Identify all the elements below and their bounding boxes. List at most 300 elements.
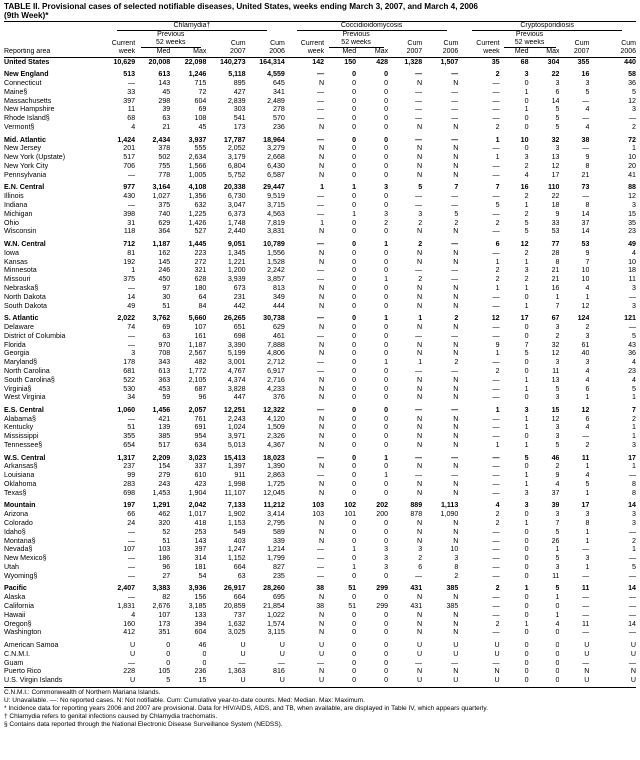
value-cell: 0	[524, 658, 529, 667]
reporting-area-cell: Arizona	[4, 510, 29, 519]
value-cell: 1	[555, 593, 560, 602]
value-cell: N	[318, 144, 325, 153]
value-cell: 108	[194, 114, 207, 123]
value-cell: 3	[524, 405, 529, 414]
value-cell: —	[492, 462, 500, 471]
value-cell: 5	[632, 87, 636, 96]
value-cell: 0	[352, 358, 357, 367]
value-cell: 10,629	[113, 57, 136, 66]
value-cell: 18	[551, 200, 560, 209]
value-cell: —	[451, 366, 459, 375]
value-cell: 0	[384, 366, 389, 375]
region-row	[4, 584, 636, 593]
value-cell: 628	[194, 275, 207, 284]
value-cell: 16	[581, 70, 590, 79]
value-cell: —	[451, 471, 459, 480]
value-cell: 4	[524, 170, 529, 179]
footnotes	[4, 687, 636, 729]
value-cell: 272	[194, 257, 207, 266]
reporting-area-cell: United States	[4, 57, 50, 66]
value-cell: 9	[585, 248, 590, 257]
value-cell: 5	[555, 441, 560, 450]
value-cell: 6	[418, 563, 423, 572]
reporting-area-cell: Arkansas§	[4, 462, 38, 471]
value-cell: 1	[524, 384, 529, 393]
value-cell: 82	[162, 593, 171, 602]
value-cell: 1	[524, 584, 529, 593]
value-cell: N	[453, 536, 459, 545]
value-cell: 7,133	[227, 501, 246, 510]
value-cell: 442	[233, 301, 246, 310]
value-cell: 0	[352, 227, 357, 236]
value-cell: —	[492, 432, 500, 441]
value-cell: 26,917	[223, 584, 246, 593]
value-cell: 513	[123, 70, 136, 79]
value-cell: 1,397	[227, 462, 246, 471]
value-cell: N	[417, 480, 423, 489]
value-cell: 1	[524, 375, 529, 384]
value-cell: 2,716	[267, 375, 285, 384]
footnote: * Incidence data for reporting years 2006 and 2007 are provisional. Data for HIV/AIDS, AIDS, and TB, when available, are displayed in Table IV, which appears quarterly.	[4, 704, 488, 712]
value-cell: 1,187	[188, 340, 207, 349]
value-cell: 11	[581, 453, 590, 462]
value-cell: —	[628, 593, 636, 602]
value-cell: 3	[585, 510, 590, 519]
table-row	[4, 275, 636, 284]
value-cell: 0	[555, 676, 560, 685]
value-cell: 37	[581, 218, 590, 227]
value-cell: 32	[551, 340, 560, 349]
value-cell: 431	[410, 602, 423, 611]
value-cell: U	[453, 649, 459, 658]
value-cell: 3,164	[152, 183, 171, 192]
value-cell: 6,430	[267, 161, 285, 170]
group-header-cryptosporidiosis: Cryptosporidiosis	[472, 22, 622, 31]
value-cell: N	[318, 441, 325, 450]
reporting-area-cell: New Jersey	[4, 144, 42, 153]
value-cell: 0	[352, 218, 357, 227]
value-cell: 69	[198, 105, 207, 114]
value-cell: 376	[273, 393, 285, 402]
reporting-area-cell: E.N. Central	[4, 183, 45, 192]
value-cell: 3	[454, 554, 459, 563]
value-cell: —	[415, 87, 423, 96]
reporting-area-cell: Oregon§	[4, 619, 32, 628]
table-row	[4, 441, 636, 450]
value-cell: 0	[352, 123, 357, 131]
value-cell: 1	[320, 183, 325, 192]
value-cell: 7	[632, 405, 636, 414]
value-cell: 13	[551, 375, 560, 384]
value-cell: 299	[376, 602, 389, 611]
value-cell: 246	[158, 266, 171, 275]
value-cell: N	[453, 340, 459, 349]
value-cell: 3,828	[227, 384, 246, 393]
previous-label: Previous	[157, 31, 185, 39]
value-cell: 482	[194, 358, 207, 367]
value-cell: 3	[585, 358, 590, 367]
value-cell: 68	[127, 114, 136, 123]
max-label: Max	[170, 48, 206, 57]
value-cell: 1	[384, 471, 389, 480]
value-cell: —	[317, 554, 325, 563]
value-cell: 0	[352, 488, 357, 497]
value-cell: 570	[273, 114, 285, 123]
value-cell: N	[318, 79, 325, 88]
value-cell: 0	[524, 563, 529, 572]
value-cell: N	[318, 153, 325, 162]
value-cell: 0	[384, 628, 389, 637]
data-table	[4, 21, 636, 685]
value-cell: 2,105	[188, 375, 207, 384]
value-cell: 0	[524, 462, 529, 471]
reporting-area-cell: Ohio	[4, 218, 19, 227]
value-cell: —	[317, 358, 325, 367]
value-cell: —	[317, 453, 325, 462]
value-cell: 2	[495, 584, 500, 593]
value-cell: 1	[632, 144, 636, 153]
value-cell: 0	[352, 200, 357, 209]
previous-label: Previous	[515, 31, 544, 39]
value-cell: 2	[495, 366, 500, 375]
week-label: week	[458, 48, 499, 57]
value-cell: 26,265	[223, 314, 246, 323]
table-row	[4, 415, 636, 424]
value-cell: 96	[198, 393, 207, 402]
value-cell: 46	[551, 453, 560, 462]
value-cell: 0	[384, 658, 389, 667]
value-cell: 0	[352, 292, 357, 301]
value-cell: 1	[524, 414, 529, 423]
value-cell: 0	[166, 649, 171, 658]
value-cell: 22,098	[184, 57, 207, 66]
value-cell: 51	[127, 423, 136, 432]
value-cell: 378	[158, 144, 171, 153]
value-cell: 3,279	[267, 144, 285, 153]
value-cell: 589	[273, 527, 285, 536]
value-cell: 5	[555, 527, 560, 536]
value-cell: —	[415, 453, 423, 462]
value-cell: 911	[234, 471, 246, 480]
value-cell: 1	[632, 545, 636, 554]
value-cell: —	[415, 135, 423, 144]
value-cell: —	[317, 545, 325, 554]
value-cell: —	[492, 423, 500, 432]
value-cell: 14	[628, 584, 636, 593]
value-cell: 12,251	[223, 405, 246, 414]
table-row	[4, 667, 636, 676]
value-cell: 4,108	[188, 183, 207, 192]
value-cell: —	[492, 471, 500, 480]
value-cell: 2	[632, 123, 636, 131]
value-cell: 431	[410, 584, 423, 593]
value-cell: N	[453, 161, 459, 170]
value-cell: 0	[352, 349, 357, 358]
value-cell: 0	[352, 239, 357, 248]
weeks-label: 52 weeks	[329, 39, 384, 48]
value-cell: N	[417, 375, 423, 384]
value-cell: U	[279, 676, 285, 685]
value-cell: N	[318, 619, 325, 628]
value-cell: 0	[352, 153, 357, 162]
value-cell: 23	[628, 227, 636, 236]
value-cell: 4,367	[267, 441, 285, 450]
value-cell: 430	[123, 192, 136, 201]
value-cell: 3	[555, 510, 560, 519]
value-cell: 0	[352, 571, 357, 580]
table-row	[4, 114, 636, 123]
value-cell: 0	[352, 441, 357, 450]
footnote: C.N.M.I.: Commonwealth of Northern Mariana Islands.	[4, 688, 161, 696]
value-cell: 9,051	[227, 239, 246, 248]
value-cell: 3	[555, 432, 560, 441]
value-cell: 51	[348, 602, 357, 611]
value-cell: 35	[491, 57, 500, 66]
value-cell: 0	[202, 658, 207, 667]
value-cell: 10	[520, 135, 529, 144]
value-cell: 0	[524, 292, 529, 301]
value-cell: 160	[123, 619, 136, 628]
value-cell: 0	[352, 453, 357, 462]
value-cell: 0	[352, 114, 357, 123]
value-cell: 22	[551, 70, 560, 79]
value-cell: 1,509	[267, 423, 285, 432]
value-cell: 0	[524, 322, 529, 331]
value-cell: 21,854	[263, 602, 285, 611]
value-cell: 3	[418, 545, 423, 554]
reporting-area-cell: Washington	[4, 628, 42, 637]
value-cell: 5	[418, 183, 423, 192]
value-cell: 45	[162, 87, 171, 96]
reporting-area-cell: New Mexico§	[4, 554, 47, 563]
value-cell: 0	[384, 200, 389, 209]
value-cell: 4,233	[267, 384, 285, 393]
value-cell: 3	[524, 488, 529, 497]
value-cell: 3,023	[188, 453, 207, 462]
value-cell: 162	[158, 248, 171, 257]
value-cell: N	[318, 227, 325, 236]
value-cell: 143	[194, 536, 207, 545]
value-cell: 1,904	[188, 488, 207, 497]
value-cell: 2	[418, 275, 423, 284]
value-cell: —	[492, 593, 500, 602]
value-cell: 21	[551, 266, 560, 275]
value-cell: 0	[384, 593, 389, 602]
value-cell: N	[417, 536, 423, 545]
value-cell: 549	[233, 527, 246, 536]
value-cell: 681	[123, 366, 136, 375]
value-cell: —	[628, 658, 636, 667]
table-row	[4, 105, 636, 114]
value-cell: 3	[585, 554, 590, 563]
value-cell: 691	[194, 423, 207, 432]
value-cell: U	[240, 676, 246, 685]
value-cell: 3	[632, 301, 636, 310]
reporting-area-cell: Wyoming§	[4, 571, 38, 580]
value-cell: 977	[123, 183, 136, 192]
reporting-area-cell: New York City	[4, 161, 49, 170]
value-cell: —	[492, 375, 500, 384]
region-row	[4, 70, 636, 79]
value-cell: U	[318, 676, 325, 685]
value-cell: 5	[555, 554, 560, 563]
value-cell: N	[417, 144, 423, 153]
value-cell: 3	[632, 200, 636, 209]
value-cell: 2	[454, 218, 459, 227]
value-cell: 15	[628, 209, 636, 218]
value-cell: 197	[123, 501, 136, 510]
value-cell: 2	[495, 510, 500, 519]
table-row	[4, 489, 636, 498]
value-cell: —	[628, 322, 636, 331]
value-cell: —	[415, 114, 423, 123]
value-cell: 2	[495, 70, 500, 79]
value-cell: 813	[273, 283, 285, 292]
reporting-area-cell: Rhode Island§	[4, 114, 50, 123]
value-cell: 604	[194, 628, 207, 637]
reporting-area-cell: District of Columbia	[4, 331, 66, 340]
value-cell: 5	[585, 87, 590, 96]
value-cell: 3	[524, 153, 529, 162]
table-row	[4, 385, 636, 394]
value-cell: 0	[524, 641, 529, 649]
reporting-area-cell: Pennsylvania	[4, 170, 47, 179]
value-cell: 53	[551, 227, 560, 236]
value-cell: 412	[123, 628, 136, 637]
value-cell: 2	[495, 218, 500, 227]
reporting-area-cell: Oklahoma	[4, 480, 37, 489]
value-cell: 18	[628, 266, 636, 275]
value-cell: 1,356	[188, 192, 207, 201]
value-cell: 12	[551, 414, 560, 423]
value-cell: 17	[581, 501, 590, 510]
value-cell: 161	[194, 331, 207, 340]
value-cell: —	[628, 628, 636, 637]
table-header	[4, 21, 636, 57]
value-cell: N	[494, 667, 500, 676]
value-cell: 0	[384, 301, 389, 310]
value-cell: —	[582, 114, 590, 123]
value-cell: 1	[585, 488, 590, 497]
value-cell: 1	[495, 135, 500, 144]
value-cell: 1,453	[152, 488, 171, 497]
value-cell: —	[415, 105, 423, 114]
value-cell: 2,634	[188, 153, 207, 162]
value-cell: 1	[495, 283, 500, 292]
value-cell: N	[417, 519, 423, 528]
value-cell: 0	[352, 87, 357, 96]
table-row	[4, 349, 636, 358]
value-cell: 4	[585, 123, 590, 131]
value-cell: 164,314	[259, 57, 285, 66]
value-cell: U	[494, 641, 500, 649]
value-cell: 0	[352, 384, 357, 393]
value-cell: N	[417, 667, 423, 676]
value-cell: 461	[273, 331, 285, 340]
value-cell: 4	[495, 501, 500, 510]
value-cell: —	[128, 283, 136, 292]
value-cell: 3	[384, 554, 389, 563]
reporting-area-cell: Delaware	[4, 322, 34, 331]
value-cell: N	[453, 527, 459, 536]
value-cell: N	[453, 170, 459, 179]
value-cell: 6,804	[227, 161, 246, 170]
value-cell: U	[584, 676, 590, 685]
reporting-area-cell: Wisconsin	[4, 227, 37, 236]
region-row	[4, 240, 636, 249]
value-cell: 2	[555, 331, 560, 340]
value-cell: 8	[585, 200, 590, 209]
value-cell: N	[318, 536, 325, 545]
value-cell: —	[128, 571, 136, 580]
value-cell: 0	[384, 649, 389, 658]
value-cell: —	[582, 192, 590, 201]
value-cell: 3	[555, 322, 560, 331]
value-cell: 1	[418, 314, 423, 323]
value-cell: 11	[582, 619, 590, 628]
value-cell: —	[451, 114, 459, 123]
value-cell: 3,857	[267, 275, 285, 284]
value-cell: 2	[632, 536, 636, 545]
value-cell: 3	[632, 441, 636, 450]
value-cell: 3	[384, 209, 389, 218]
value-cell: 0	[384, 432, 389, 441]
reporting-area-cell: E.S. Central	[4, 405, 44, 414]
cum-label: Cum	[407, 39, 423, 47]
value-cell: 4	[555, 619, 560, 628]
value-cell: 1	[524, 87, 529, 96]
value-cell: —	[582, 432, 590, 441]
value-cell: 186	[158, 554, 171, 563]
value-cell: 28,260	[263, 584, 285, 593]
value-cell: 0	[384, 536, 389, 545]
value-cell: 1	[555, 545, 560, 554]
value-cell: 10	[581, 275, 590, 284]
value-cell: 1,225	[188, 209, 207, 218]
value-cell: N	[318, 480, 325, 489]
value-cell: 1,291	[152, 501, 171, 510]
value-cell: 20,338	[223, 183, 246, 192]
value-cell: —	[582, 144, 590, 153]
value-cell: N	[630, 667, 636, 676]
value-cell: N	[318, 248, 325, 257]
value-cell: 11	[581, 584, 590, 593]
value-cell: 103	[312, 501, 325, 510]
table-title	[4, 2, 636, 21]
value-cell: 1,247	[227, 545, 246, 554]
table-row	[4, 510, 636, 519]
value-cell: 2	[585, 441, 590, 450]
value-cell: 613	[158, 366, 171, 375]
value-cell: 2	[418, 239, 423, 248]
value-cell: 604	[194, 96, 207, 105]
value-cell: 778	[158, 170, 171, 179]
value-cell: N	[453, 423, 459, 432]
current-label: Current	[476, 39, 500, 47]
value-cell: 629	[273, 322, 285, 331]
table-row	[4, 284, 636, 293]
value-cell: 3	[555, 563, 560, 572]
value-cell: —	[582, 602, 590, 611]
value-cell: N	[453, 322, 459, 331]
value-cell: 8	[632, 488, 636, 497]
value-cell: —	[128, 340, 136, 349]
reporting-area-cell: W.N. Central	[4, 239, 46, 248]
value-cell: 3,762	[152, 314, 171, 323]
year-2006-label: 2006	[246, 48, 285, 57]
value-cell: 40	[581, 349, 590, 358]
value-cell: 0	[352, 314, 357, 323]
